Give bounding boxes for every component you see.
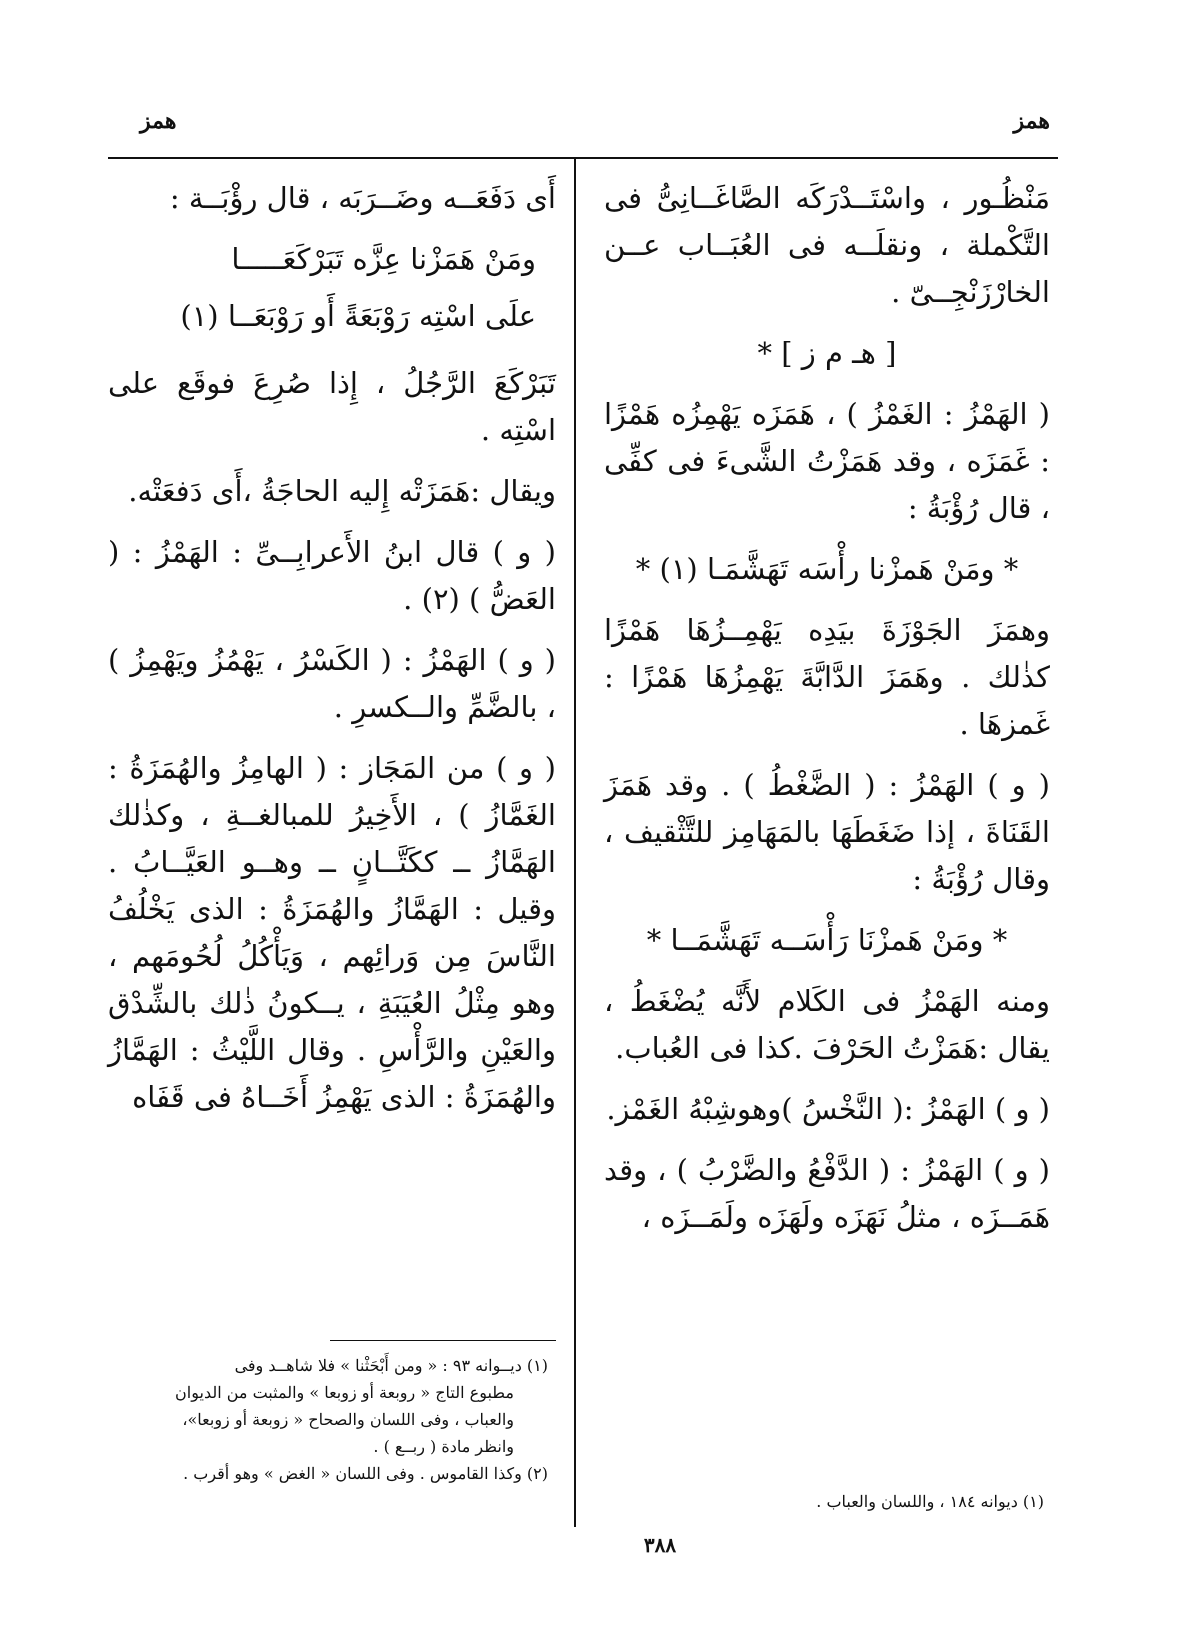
paragraph: وهمَزَ الجَوْزَةَ بيَدِه يَهْمِــزُهَا هَمْزًا كذٰلك . وهَمَزَ الدَّابَّةَ يَهْمِزُهَا هَمْزًا : غَمزهَا .	[604, 613, 1050, 741]
paragraph: تَبَرْكَعَ الرَّجُلُ ، إِذا صُرِعَ فوقَع على اسْتِه .	[108, 366, 556, 447]
footnote-line: (١) ديــوانه ٩٣ : « ومن أَبْحَثْنا » فلا شاهــد وفى	[234, 1356, 548, 1375]
entry-heading: [ هـ م ز ] *	[757, 336, 897, 370]
paragraph: أَى دَفَعَــه وضَــرَبَه ، قال رؤْبَــة :	[169, 181, 556, 215]
verse-line: علَى اسْتِه رَوْبَعَةً أَو رَوْبَعَــا (١)	[180, 299, 536, 333]
paragraph: ( و ) الهَمْزُ : ( الدَّفْعُ والضَّرْبُ ) ، وقد هَمَــزَه ، مثلُ نَهَزَه ولَهَزَه ولَمَــزَه ،	[604, 1153, 1050, 1234]
verse: * ومَنْ هَمزْنَا رَأْسَــه تَهَشَّمَــا *	[646, 923, 1008, 957]
footnote-line: (١) ديوانه ١٨٤ ، واللسان والعباب .	[816, 1492, 1044, 1511]
left-column	[108, 175, 556, 1135]
paragraph: ومنه الهَمْزُ فى الكَلام لأَنَّه يُضْغَطُ ، يقال :هَمَزْتُ الحَرْفَ .كذا فى العُباب.	[604, 984, 1050, 1065]
running-head-left: همز	[140, 108, 177, 134]
footnotes-right	[604, 1488, 1044, 1515]
right-column	[604, 175, 1050, 1255]
footnote-rule	[330, 1340, 556, 1341]
verse-line: ومَنْ هَمَزْنا عِزَّه تَبَرْكَعَـــــا	[231, 242, 536, 276]
paragraph: ( الهَمْزُ : الغَمْزُ ) ، هَمَزَه يَهْمِزُه هَمْزًا : غَمَزَه ، وقد هَمَزْتُ الشَّىءَ فى كفِّى ، قال رُؤْبَةُ :	[604, 397, 1050, 525]
paragraph: ( و ) الهَمْزُ : ( الكَسْرُ ، يَهْمُزُ ويَهْمِزُ ) ، بالضَّمِّ والــكسرِ .	[108, 643, 556, 724]
column-divider	[574, 159, 576, 1527]
footnote-line: (٢) وكذا القاموس . وفى اللسان « الغض » وهو أقرب .	[183, 1464, 548, 1483]
footnote-line: والعباب ، وفى اللسان والصحاح « زوبعة أو زوبعا»،	[182, 1410, 514, 1429]
footnote-line: مطبوع التاج « روبعة أو زوبعا » والمثبت من الديوان	[175, 1383, 514, 1402]
footnotes-left	[108, 1352, 548, 1487]
header-rule	[108, 157, 1058, 159]
footnote-line: وانظر مادة ( ربــع ) .	[373, 1437, 514, 1456]
verse: * ومَنْ هَمزْنا رأْسَه تَهَشَّمَـا (١) *	[635, 552, 1019, 586]
paragraph: ويقال :هَمَزَتْه إِليه الحاجَةُ ،أَى دَفعَتْه.	[128, 474, 556, 508]
paragraph: مَنْظُـور ، واسْتَــدْرَكَه الصَّاغَــانِىُّ فى التَّكْملة ، ونقلَــه فى العُبَــاب عــن الخارْزَنْجِــىّ .	[604, 181, 1050, 309]
paragraph: ( و ) قال ابنُ الأَعرابِــىِّ : الهَمْزُ : ( العَضُّ ) (٢) .	[108, 535, 556, 616]
page-number: ٣٨٨	[643, 1533, 677, 1557]
paragraph: ( و ) الهَمْزُ : ( الضَّغْطُ ) . وقد هَمَزَ القَنَاةَ ، إذا ضَغَطَهَا بالمَهَامِز للتَّثْقيف ، وقال رُؤْبَةُ :	[604, 768, 1050, 896]
paragraph: ( و ) الهَمْزُ :( النَّخْسُ )وهوشِبْهُ الغَمْز.	[606, 1092, 1050, 1126]
running-head-right: همز	[1013, 108, 1050, 134]
paragraph: ( و ) من المَجَاز : ( الهامِزُ والهُمَزَةُ : الغَمَّازُ ) ، الأَخِيرُ للمبالغــةِ ، وكذٰلك الهَمَّازُ ــ ككَتَّــانٍ ــ وهــو العَيَّــابُ . وقيل : الهَمَّازُ والهُمَزَةُ : الذى يَخْلُفُ النَّاسَ مِن وَرائِهم ، وَيَأْكُلُ لُحُومَهم ، وهو مِثْلُ العُيَبَةِ ، يــكونُ ذٰلك بالشِّدْق والعَيْنِ والرَّأْسِ . وقال اللَّيْثُ : الهَمَّازُ والهُمَزَةُ : الذى يَهْمِزُ أَخَــاهُ فى قَفَاه	[108, 751, 556, 1114]
